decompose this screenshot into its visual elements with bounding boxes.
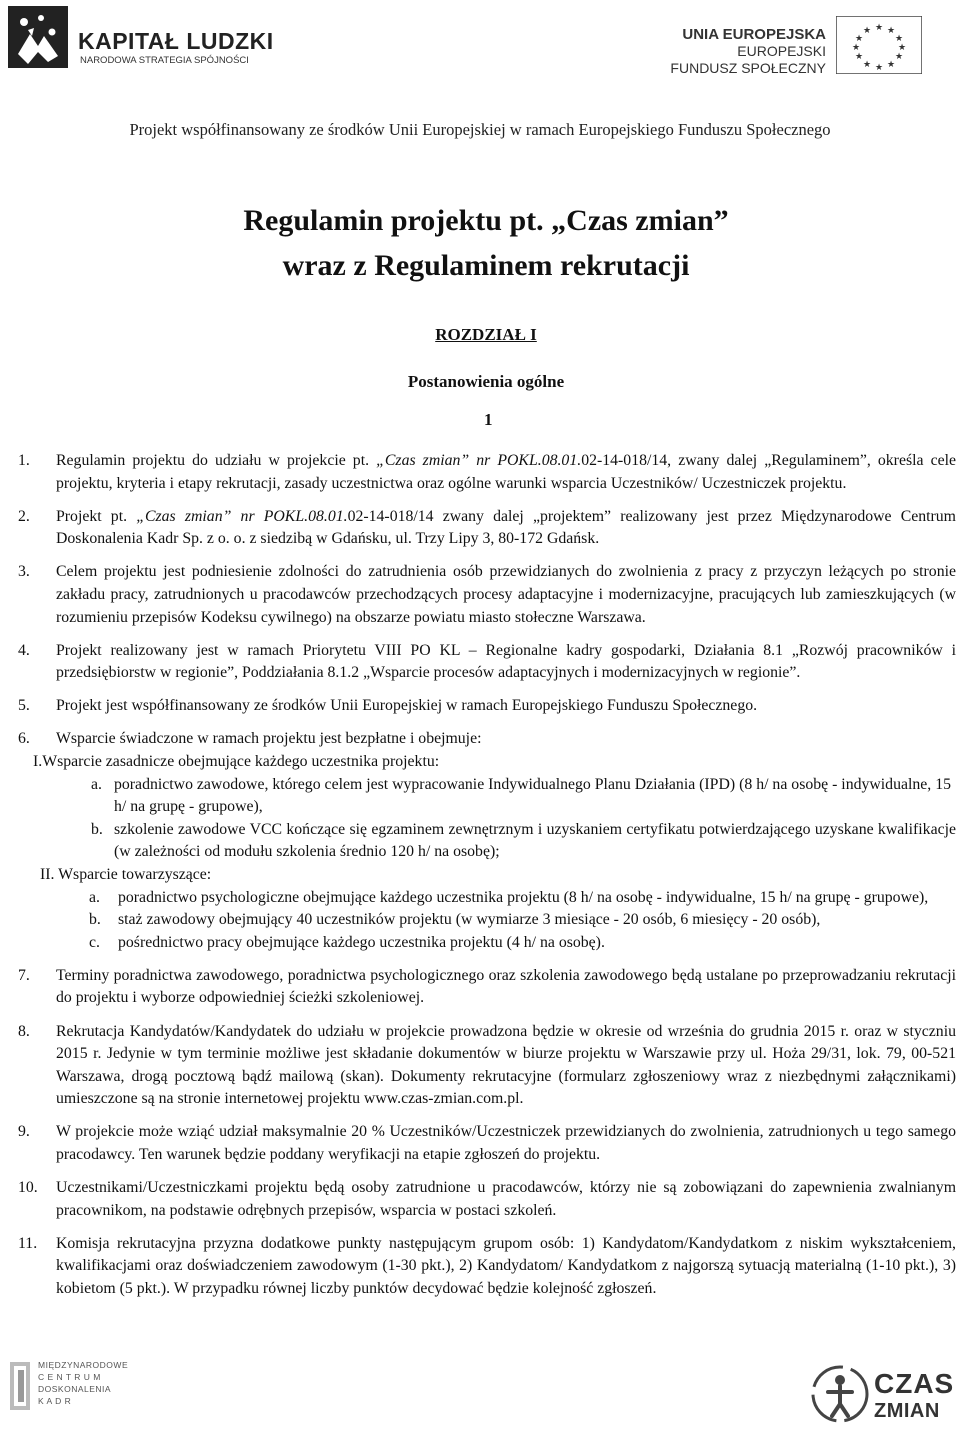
eu-line1: UNIA EUROPEJSKA [682, 26, 826, 43]
support-subitem [56, 887, 956, 910]
item-text [56, 450, 956, 495]
item-text [56, 506, 956, 551]
list-item [18, 1177, 956, 1222]
svg-text:★: ★ [862, 26, 872, 36]
project-name: „Czas zmian” nr POKL.08.01. [136, 507, 348, 525]
item-text: Rekrutacja Kandydatów/Kandydatek do udziału w projekcie prowadzona będzie w okresie od września do grudnia 2015 r. oraz w styczniu 2015 r. Jedynie w tym terminie możliwe jest składanie dokumentów w biurze projektu w Warszawie przy ul. Hoża 29/31, lok. 79, 00-521 Warszawa, drogą pocztową bądź mailową (skan). Dokumenty rekrutacyjne (formularz zgłoszeniowy wraz z niezbędnymi załącznikami) umieszczone są na stronie internetowej projektu www.czas-zmian.com.pl. [56, 1022, 956, 1108]
item-text-part: Regulamin projektu do udziału w projekcie pt. [56, 452, 377, 469]
subitem-letter: c. [89, 933, 100, 951]
subitem-text: szkolenie zawodowe VCC kończące się egzaminem zewnętrznym i uzyskaniem certyfikatu potwierdzającego uzyskane kwalifikacje (w zależności od modułu szkolenia średnio 120 h/ na osobę); [114, 820, 956, 861]
title-line2: wraz z Regulaminem rekrutacji [282, 249, 690, 282]
item-text: Projekt realizowany jest w ramach Priorytetu VIII PO KL – Regionalne kadry gospodarki, Działania 8.1 „Rozwój pracowników i przedsiębiorstw w regionie”, Poddziałania 8.1.2 „Wsparcie procesów adaptacyjnych i modernizacyjnych w regionie”. [56, 641, 956, 682]
item-number: 9. [18, 1123, 30, 1141]
item-number: 10. [18, 1179, 38, 1197]
support-subitem [56, 774, 956, 819]
subitem-letter: a. [91, 775, 102, 793]
mckd-logo-icon [10, 1362, 34, 1414]
svg-text:★: ★ [851, 43, 861, 53]
title-line1: Regulamin projektu pt. „Czas zmian” [243, 204, 729, 237]
item-number: 6. [18, 730, 30, 748]
list-item [18, 640, 956, 685]
subitem-letter: a. [89, 888, 100, 906]
page-header [0, 0, 960, 120]
subitem-letter: b. [89, 911, 101, 929]
list-item [18, 561, 956, 629]
item-number: 8. [18, 1022, 30, 1040]
item-number: 1. [18, 452, 30, 469]
zmian-word: ZMIAN [874, 1400, 940, 1422]
item-text: Komisja rekrutacyjna przyzna dodatkowe punkty następującym grupom osób: 1) Kandydatom/Kandydatkom z niskim wykształceniem, kwalifikacjami oraz doświadczeniem zawodowym (1-30 pkt.), 2) Kandydatom/ Kandydatkom z najgorszą sytuacją materialną (1-10 pkt.), 3) kobietom (5 pkt.). W przypadku równej liczby punktów decydować będzie kolejność zgłoszeń. [56, 1234, 956, 1297]
list-item [18, 1233, 956, 1301]
support-subitem [56, 819, 956, 864]
svg-text:★: ★ [886, 60, 896, 70]
project-name: „Czas zmian” nr POKL.08.01. [376, 452, 582, 469]
cofinancing-note: Projekt współfinansowany ze środków Unii Europejskiej w ramach Europejskiego Funduszu Społecznego [129, 120, 831, 139]
eu-logo-text [670, 26, 826, 77]
list-item [18, 450, 956, 495]
subitem-text: pośrednictwo pracy obejmujące każdego uczestnika projektu (4 h/ na osobę). [118, 933, 605, 951]
item-number: 5. [18, 697, 30, 715]
paragraph-mark: 1 [484, 410, 493, 429]
eu-line3: FUNDUSZ SPOŁECZNY [670, 60, 826, 76]
kapital-ludzki-subtitle: NARODOWA STRATEGIA SPÓJNOŚCI [80, 55, 249, 66]
section-heading: Postanowienia ogólne [407, 372, 565, 391]
svg-text:★: ★ [854, 52, 864, 62]
item-text: Projekt jest współfinansowany ze środków Unii Europejskiej w ramach Europejskiego Funduszu Społecznego. [56, 697, 758, 715]
czas-zmian-logo [810, 1362, 955, 1427]
eu-line2: EUROPEJSKI [737, 43, 826, 59]
subitem-text: staż zawodowy obejmujący 40 uczestników projektu (w wymiarze 3 miesiące - 20 osób, 6 miesięcy - 20 osób), [118, 911, 821, 929]
svg-text:★: ★ [854, 34, 864, 44]
item-text: Uczestnikami/Uczestniczkami projektu będą osoby zatrudnione u pracodawców, którzy nie są zobowiązani do zapewnienia zwalnianym pracownikom, na podstawie odrębnych przepisów, wsparcia w postaci szkoleń. [56, 1179, 956, 1219]
list-item [18, 695, 956, 718]
item-number: 7. [18, 966, 30, 984]
item-text: W projekcie może wziąć udział maksymalnie 20 % Uczestników/Uczestniczek przewidzianych do zwolnienia, zatrudnionych u tego samego pracodawcy. Ten warunek będzie poddany weryfikacji na etapie zgłoszeń do projektu. [56, 1123, 956, 1164]
item-text: Wsparcie świadczone w ramach projektu jest bezpłatne i obejmuje: [56, 730, 482, 748]
item-text-part: 02-14-018/14, zwany dalej „Regulaminem”, określa cele projektu, kryteria i etapy rekrutacji, zasady uczestnictwa oraz ogólne warunki wsparcia Uczestników/ Uczestniczek projektu. [56, 452, 956, 492]
subitem-text: poradnictwo psychologiczne obejmujące każdego uczestnika projektu (8 h/ na osobę - indywidualne, 15 h/ na grupę - grupowe), [118, 888, 929, 906]
subitem-letter: b. [91, 820, 103, 838]
item-text-part: 02-14-018/14 zwany dalej „projektem” realizowany jest przez Międzynarodowe Centrum Doskonalenia Kadr Sp. z o. o. z siedzibą w Gdańsku, ul. Trzy Lipy 3, 80-172 Gdańsk. [56, 507, 956, 548]
mckd-line4: K A D R [38, 1396, 72, 1406]
support-group-label: I.Wsparcie zasadnicze obejmujące każdego uczestnika projektu: [33, 753, 440, 771]
czas-word: CZAS [874, 1368, 955, 1399]
svg-text:★: ★ [874, 63, 884, 73]
mckd-line1: MIĘDZYNARODOWE [38, 1360, 129, 1370]
support-subitem [56, 932, 956, 955]
mckd-line3: DOSKONALENIA [38, 1384, 112, 1394]
svg-text:★: ★ [862, 60, 872, 70]
list-item [18, 1021, 956, 1111]
mckd-line2: C E N T R U M [38, 1372, 101, 1382]
kapital-ludzki-title: KAPITAŁ LUDZKI [78, 28, 274, 54]
document-body [18, 450, 956, 1311]
chapter-heading: ROZDZIAŁ I [435, 325, 537, 344]
item-text: Terminy poradnictwa zawodowego, poradnictwa psychologicznego oraz szkolenia zawodowego będą ustalane po przeprowadzaniu rekrutacji do projektu i wyborze odpowiedniej ścieżki szkoleniowej. [56, 966, 956, 1007]
svg-text:★: ★ [894, 52, 904, 62]
item-number: 3. [18, 563, 30, 581]
document-title [0, 198, 960, 288]
support-subitem [56, 909, 956, 932]
item-text: Celem projektu jest podniesienie zdolności do zatrudnienia osób przewidzianych do zwolnienia z pracy z przyczyn leżących po stronie zakładu pracy, zatrudnionych u pracodawców przechodzących procesy adaptacyjne i modernizacyjne, pracujących lub zamieszkujących (w rozumieniu przepisów Kodeksu cywilnego) na obszarze powiatu miasto stołeczne Warszawa. [56, 563, 956, 626]
item-number: 4. [18, 641, 30, 659]
item-text-part: Projekt pt. [56, 507, 137, 525]
svg-text:★: ★ [897, 43, 907, 53]
item-number: 2. [18, 507, 30, 525]
kapital-ludzki-logo-icon [8, 6, 68, 68]
eu-flag-icon [836, 16, 922, 74]
list-item [18, 506, 956, 551]
person-arrows-icon [810, 1364, 870, 1424]
list-item [18, 965, 956, 1010]
support-group-label: II. Wsparcie towarzyszące: [40, 866, 212, 883]
list-item [18, 1121, 956, 1166]
subitem-text: poradnictwo zawodowe, którego celem jest wypracowanie Indywidualnego Planu Działania (IPD) (8 h/ na osobę - indywidualne, 15 h/ na grupę - grupowe), [114, 775, 951, 816]
svg-text:★: ★ [874, 23, 884, 33]
item-number: 11. [18, 1234, 38, 1252]
svg-text:★: ★ [894, 34, 904, 44]
mckd-logo [10, 1358, 129, 1418]
list-item [18, 728, 956, 954]
svg-text:★: ★ [886, 26, 896, 36]
